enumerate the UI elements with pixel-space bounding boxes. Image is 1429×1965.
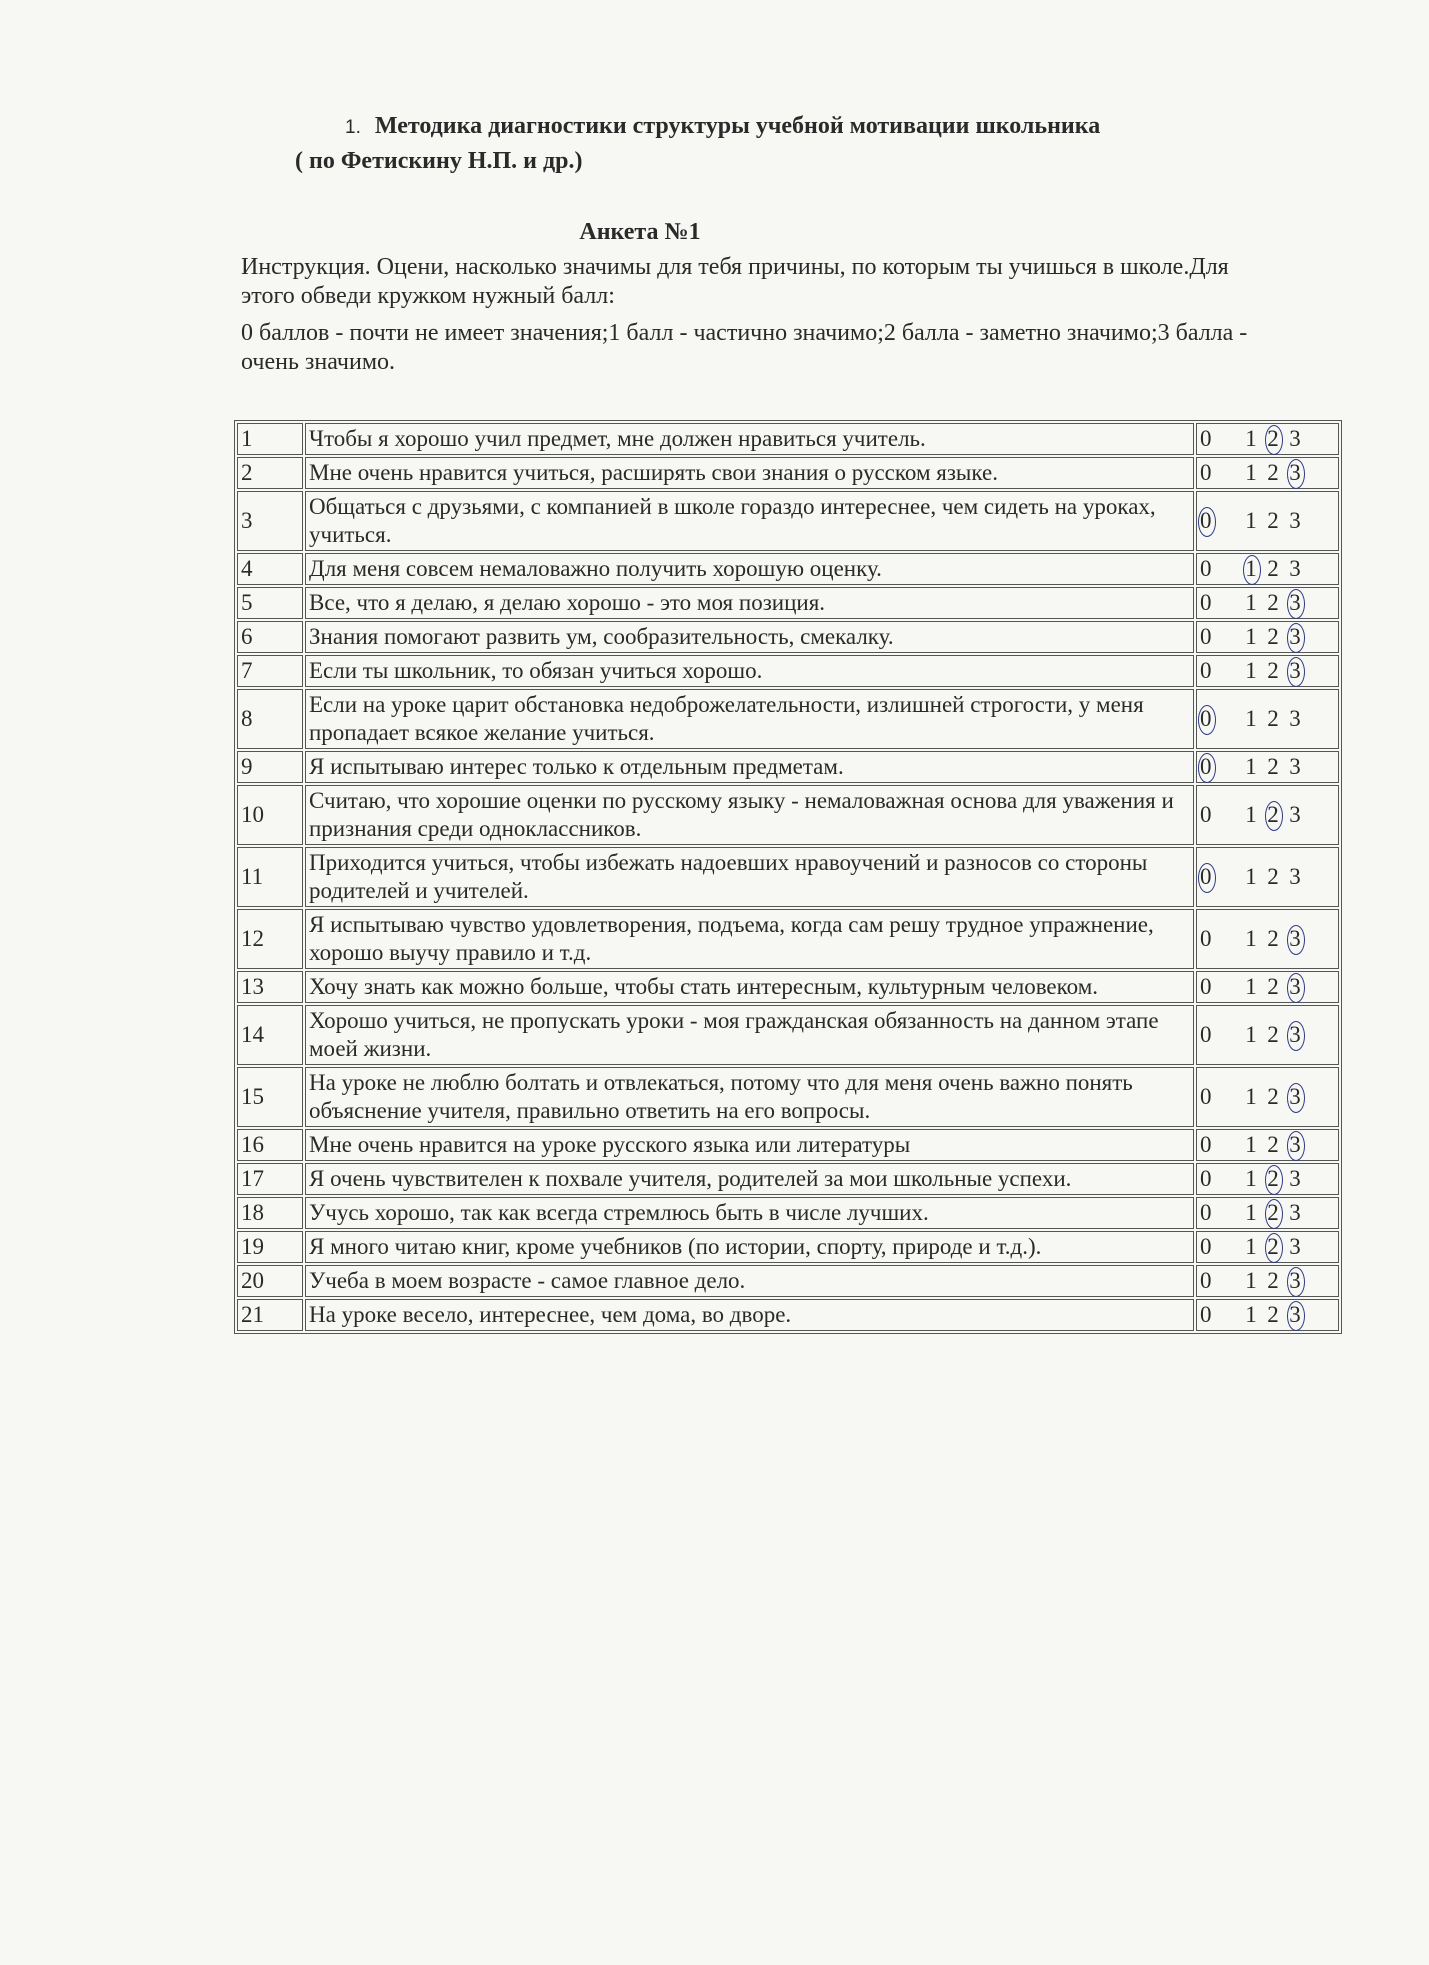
- score-option[interactable]: 0: [1200, 1132, 1212, 1157]
- score-options: [1196, 491, 1339, 551]
- question-number: 1: [237, 423, 303, 455]
- question-number: 5: [237, 587, 303, 619]
- score-option-circled[interactable]: 2: [1262, 1233, 1284, 1261]
- score-option-circled[interactable]: 3: [1284, 973, 1306, 1001]
- question-text: Знания помогают развить ум, сообразительность, смекалку.: [305, 621, 1194, 653]
- question-number: 4: [237, 553, 303, 585]
- question-row: [237, 1129, 1339, 1161]
- question-text: Если ты школьник, то обязан учиться хорошо.: [305, 655, 1194, 687]
- question-number: 11: [237, 847, 303, 907]
- score-option[interactable]: 2: [1267, 1268, 1279, 1293]
- question-row: [237, 1005, 1339, 1065]
- score-options: [1196, 909, 1339, 969]
- score-option[interactable]: 2: [1267, 1022, 1279, 1047]
- question-text: Считаю, что хорошие оценки по русскому языку - немаловажная основа для уважения и признания среди одноклассников.: [305, 785, 1194, 845]
- score-option-circled[interactable]: 3: [1284, 589, 1306, 617]
- question-text: Мне очень нравится учиться, расширять свои знания о русском языке.: [305, 457, 1194, 489]
- question-row: [237, 1265, 1339, 1297]
- score-options: [1196, 1265, 1339, 1297]
- score-option[interactable]: 2: [1267, 1084, 1279, 1109]
- score-option-circled[interactable]: 1: [1240, 555, 1262, 583]
- score-option[interactable]: 2: [1267, 1132, 1279, 1157]
- score-options: [1196, 423, 1339, 455]
- score-option[interactable]: 2: [1267, 508, 1279, 533]
- score-options: [1196, 1197, 1339, 1229]
- score-option[interactable]: 2: [1267, 556, 1279, 581]
- score-option[interactable]: 1: [1245, 802, 1257, 827]
- score-option[interactable]: 2: [1267, 658, 1279, 683]
- score-option-circled[interactable]: 0: [1200, 753, 1240, 781]
- score-option[interactable]: 2: [1267, 706, 1279, 731]
- question-text: Хочу знать как можно больше, чтобы стать интересным, культурным человеком.: [305, 971, 1194, 1003]
- question-text: Чтобы я хорошо учил предмет, мне должен нравиться учитель.: [305, 423, 1194, 455]
- score-option-circled[interactable]: 2: [1262, 1165, 1284, 1193]
- question-number: 3: [237, 491, 303, 551]
- score-option[interactable]: 1: [1245, 926, 1257, 951]
- question-text: Все, что я делаю, я делаю хорошо - это моя позиция.: [305, 587, 1194, 619]
- score-options: [1196, 655, 1339, 687]
- score-option[interactable]: 2: [1267, 624, 1279, 649]
- score-options: [1196, 1005, 1339, 1065]
- score-options: [1196, 587, 1339, 619]
- question-number: 12: [237, 909, 303, 969]
- question-row: [237, 457, 1339, 489]
- score-option[interactable]: 2: [1267, 460, 1279, 485]
- score-option[interactable]: 1: [1245, 706, 1257, 731]
- score-option[interactable]: 1: [1245, 590, 1257, 615]
- question-text: Я много читаю книг, кроме учебников (по истории, спорту, природе и т.д.).: [305, 1231, 1194, 1263]
- question-text: Я испытываю чувство удовлетворения, подъема, когда сам решу трудное упражнение, хорошо выучу правило и т.д.: [305, 909, 1194, 969]
- question-number: 17: [237, 1163, 303, 1195]
- scale-legend: 0 баллов - почти не имеет значения;1 балл - частично значимо;2 балла - заметно значимо;3 балла - очень значимо.: [241, 320, 1248, 375]
- score-options: [1196, 1067, 1339, 1127]
- score-option[interactable]: 0: [1200, 926, 1212, 951]
- question-text: Для меня совсем немаловажно получить хорошую оценку.: [305, 553, 1194, 585]
- question-number: 2: [237, 457, 303, 489]
- score-option[interactable]: 2: [1267, 974, 1279, 999]
- score-options: [1196, 621, 1339, 653]
- score-option[interactable]: 3: [1289, 426, 1301, 451]
- score-option[interactable]: 1: [1245, 974, 1257, 999]
- score-option[interactable]: 1: [1245, 1268, 1257, 1293]
- score-option[interactable]: 0: [1200, 1166, 1212, 1191]
- method-title: 1. Методика диагностики структуры учебной мотивации школьника: [345, 113, 1101, 139]
- score-option[interactable]: 2: [1267, 590, 1279, 615]
- question-row: [237, 1197, 1339, 1229]
- question-number: 13: [237, 971, 303, 1003]
- score-option[interactable]: 1: [1245, 1200, 1257, 1225]
- score-option[interactable]: 3: [1289, 508, 1301, 533]
- score-option-circled[interactable]: 2: [1262, 1199, 1284, 1227]
- score-option[interactable]: 3: [1289, 706, 1301, 731]
- question-row: [237, 971, 1339, 1003]
- score-option-circled[interactable]: 3: [1284, 623, 1306, 651]
- score-option[interactable]: 1: [1245, 1302, 1257, 1327]
- question-row: [237, 621, 1339, 653]
- score-option-circled[interactable]: 3: [1284, 1301, 1306, 1329]
- question-row: [237, 1163, 1339, 1195]
- score-option-circled[interactable]: 3: [1284, 925, 1306, 953]
- score-option[interactable]: 1: [1245, 426, 1257, 451]
- score-option[interactable]: 0: [1200, 1200, 1212, 1225]
- question-text: Я испытываю интерес только к отдельным предметам.: [305, 751, 1194, 783]
- question-text: Если на уроке царит обстановка недоброжелательности, излишней строгости, у меня пропадает всякое желание учиться.: [305, 689, 1194, 749]
- question-number: 7: [237, 655, 303, 687]
- question-text: Учусь хорошо, так как всегда стремлюсь быть в числе лучших.: [305, 1197, 1194, 1229]
- score-option[interactable]: 3: [1289, 1234, 1301, 1259]
- question-number: 10: [237, 785, 303, 845]
- score-option[interactable]: 3: [1289, 556, 1301, 581]
- question-text: Мне очень нравится на уроке русского языка или литературы: [305, 1129, 1194, 1161]
- score-option-circled[interactable]: 2: [1262, 801, 1284, 829]
- score-option[interactable]: 1: [1245, 1234, 1257, 1259]
- score-options: [1196, 847, 1339, 907]
- score-option[interactable]: 1: [1245, 864, 1257, 889]
- score-option[interactable]: 3: [1289, 864, 1301, 889]
- score-option[interactable]: 3: [1289, 1166, 1301, 1191]
- score-option[interactable]: 1: [1245, 1166, 1257, 1191]
- question-row: [237, 553, 1339, 585]
- question-number: 20: [237, 1265, 303, 1297]
- score-option-circled[interactable]: 3: [1284, 1021, 1306, 1049]
- question-row: [237, 587, 1339, 619]
- question-number: 15: [237, 1067, 303, 1127]
- question-row: [237, 1231, 1339, 1263]
- score-option[interactable]: 0: [1200, 1268, 1212, 1293]
- score-option-circled[interactable]: 0: [1200, 705, 1240, 733]
- score-option[interactable]: 1: [1245, 754, 1257, 779]
- question-row: [237, 847, 1339, 907]
- question-number: 18: [237, 1197, 303, 1229]
- question-number: 19: [237, 1231, 303, 1263]
- question-text: Учеба в моем возрасте - самое главное дело.: [305, 1265, 1194, 1297]
- score-option[interactable]: 1: [1245, 508, 1257, 533]
- score-options: [1196, 1299, 1339, 1331]
- score-option[interactable]: 1: [1245, 658, 1257, 683]
- question-text: Хорошо учиться, не пропускать уроки - моя гражданская обязанность на данном этапе моей жизни.: [305, 1005, 1194, 1065]
- question-text: Я очень чувствителен к похвале учителя, родителей за мои школьные успехи.: [305, 1163, 1194, 1195]
- score-options: [1196, 689, 1339, 749]
- score-option[interactable]: 0: [1200, 460, 1212, 485]
- score-option-circled[interactable]: 0: [1200, 863, 1240, 891]
- score-option[interactable]: 0: [1200, 1084, 1212, 1109]
- score-options: [1196, 1231, 1339, 1263]
- question-row: [237, 751, 1339, 783]
- question-row: [237, 689, 1339, 749]
- question-text: На уроке не люблю болтать и отвлекаться, потому что для меня очень важно понять объяснение учителя, правильно ответить на его вопросы.: [305, 1067, 1194, 1127]
- score-option[interactable]: 0: [1200, 1302, 1212, 1327]
- question-number: 8: [237, 689, 303, 749]
- question-row: [237, 1067, 1339, 1127]
- score-option[interactable]: 0: [1200, 658, 1212, 683]
- score-options: [1196, 457, 1339, 489]
- score-option[interactable]: 0: [1200, 1022, 1212, 1047]
- score-option[interactable]: 3: [1289, 754, 1301, 779]
- question-row: [237, 785, 1339, 845]
- score-option[interactable]: 1: [1245, 1084, 1257, 1109]
- instruction-text: Инструкция. Оцени, насколько значимы для тебя причины, по которым ты учишься в школе.Для этого обведи кружком нужный балл:: [241, 254, 1229, 309]
- score-option-circled[interactable]: 3: [1284, 657, 1306, 685]
- score-options: [1196, 751, 1339, 783]
- method-authors: ( по Фетискину Н.П. и др.): [295, 148, 583, 174]
- question-number: 21: [237, 1299, 303, 1331]
- score-option[interactable]: 0: [1200, 426, 1212, 451]
- score-option[interactable]: 0: [1200, 556, 1212, 581]
- score-option[interactable]: 2: [1267, 864, 1279, 889]
- score-option[interactable]: 3: [1289, 802, 1301, 827]
- score-options: [1196, 1163, 1339, 1195]
- score-option[interactable]: 0: [1200, 590, 1212, 615]
- instructions: [241, 253, 1281, 377]
- score-options: [1196, 785, 1339, 845]
- score-option[interactable]: 3: [1289, 1200, 1301, 1225]
- question-row: [237, 909, 1339, 969]
- score-option[interactable]: 2: [1267, 754, 1279, 779]
- question-text: На уроке весело, интереснее, чем дома, во дворе.: [305, 1299, 1194, 1331]
- question-row: [237, 1299, 1339, 1331]
- score-option-circled[interactable]: 3: [1284, 459, 1306, 487]
- score-option[interactable]: 1: [1245, 460, 1257, 485]
- score-options: [1196, 1129, 1339, 1161]
- score-option[interactable]: 0: [1200, 1234, 1212, 1259]
- section-number: 1.: [345, 117, 361, 138]
- score-option[interactable]: 2: [1267, 926, 1279, 951]
- question-row: [237, 423, 1339, 455]
- score-option[interactable]: 2: [1267, 1302, 1279, 1327]
- score-option[interactable]: 0: [1200, 974, 1212, 999]
- score-option-circled[interactable]: 3: [1284, 1267, 1306, 1295]
- score-option[interactable]: 0: [1200, 802, 1212, 827]
- questions-table: [234, 420, 1342, 1334]
- score-option[interactable]: 1: [1245, 1132, 1257, 1157]
- score-option[interactable]: 1: [1245, 1022, 1257, 1047]
- score-option-circled[interactable]: 3: [1284, 1131, 1306, 1159]
- question-row: [237, 491, 1339, 551]
- question-text: Общаться с друзьями, с компанией в школе гораздо интереснее, чем сидеть на уроках, учиться.: [305, 491, 1194, 551]
- score-options: [1196, 971, 1339, 1003]
- score-option-circled[interactable]: 2: [1262, 425, 1284, 453]
- score-option-circled[interactable]: 3: [1284, 1083, 1306, 1111]
- score-option[interactable]: 0: [1200, 624, 1212, 649]
- question-number: 14: [237, 1005, 303, 1065]
- question-row: [237, 655, 1339, 687]
- question-number: 6: [237, 621, 303, 653]
- score-option-circled[interactable]: 0: [1200, 507, 1240, 535]
- question-text: Приходится учиться, чтобы избежать надоевших нравоучений и разносов со стороны родителей и учителей.: [305, 847, 1194, 907]
- question-number: 9: [237, 751, 303, 783]
- score-option[interactable]: 1: [1245, 624, 1257, 649]
- form-title: Анкета №1: [579, 219, 701, 245]
- question-number: 16: [237, 1129, 303, 1161]
- score-options: [1196, 553, 1339, 585]
